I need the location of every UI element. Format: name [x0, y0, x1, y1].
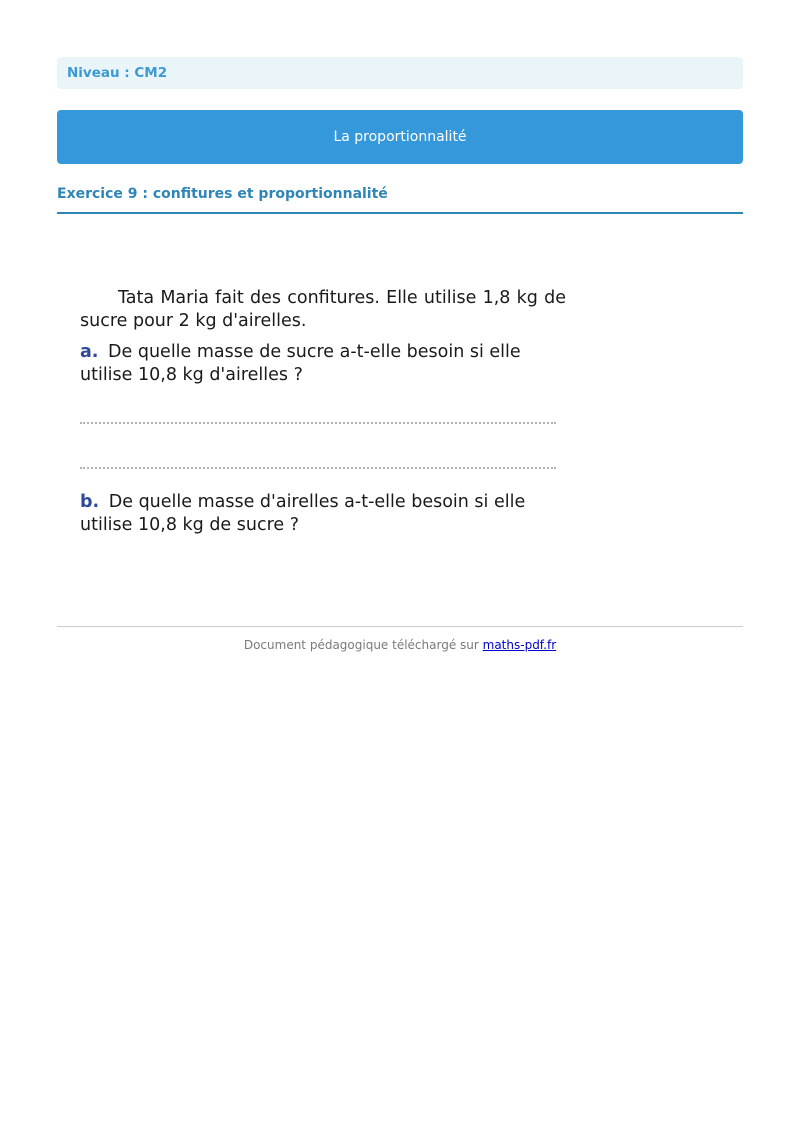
question-a-text: De quelle masse de sucre a-t-elle besoin si elle utilise 10,8 kg d'airelles ?	[80, 342, 521, 385]
level-label: Niveau : CM2	[67, 65, 168, 81]
footer	[57, 638, 743, 652]
answer-line	[80, 467, 556, 469]
question-b	[80, 491, 566, 537]
exercise-title-underline	[57, 212, 743, 214]
page-title: La proportionnalité	[333, 129, 467, 145]
exercise-intro: Tata Maria fait des confitures. Elle utilise 1,8 kg de sucre pour 2 kg d'airelles.	[80, 288, 566, 331]
answer-line	[80, 422, 556, 424]
footer-divider	[57, 626, 743, 627]
question-a-marker: a.	[80, 342, 99, 362]
level-banner	[57, 57, 743, 89]
page-title-banner	[57, 110, 743, 164]
question-b-text: De quelle masse d'airelles a-t-elle besoin si elle utilise 10,8 kg de sucre ?	[80, 492, 526, 535]
question-a	[80, 341, 566, 387]
exercise-body	[80, 287, 566, 537]
exercise-title: Exercice 9 : confitures et proportionnalité	[57, 186, 388, 202]
footer-text: Document pédagogique téléchargé sur	[243, 638, 483, 652]
question-b-marker: b.	[80, 492, 100, 512]
footer-link[interactable]: maths-pdf.fr	[482, 638, 557, 652]
